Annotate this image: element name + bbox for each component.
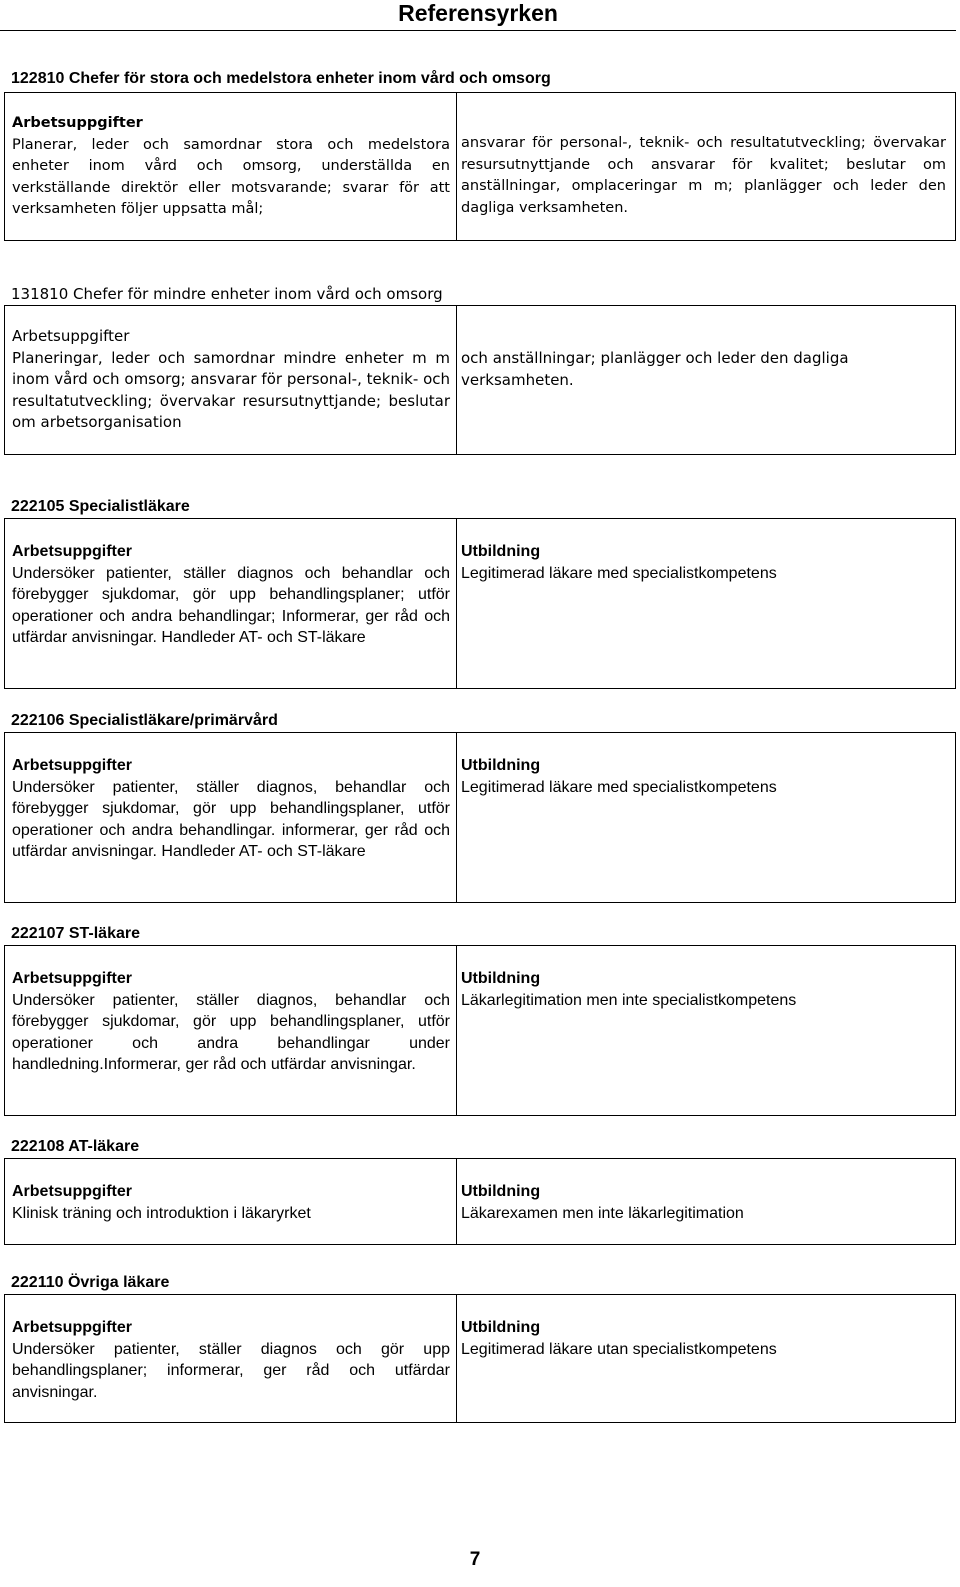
right-column <box>461 968 946 1011</box>
column-text: Legitimerad läkare med specialistkompetens <box>461 778 777 796</box>
column-label: Arbetsuppgifter <box>12 1183 132 1200</box>
section-heading: 222105 Specialistläkare <box>11 498 190 515</box>
column-label: Arbetsuppgifter <box>12 757 132 774</box>
left-column <box>12 326 450 434</box>
column-text: Läkarlegitimation men inte specialistkompetens <box>461 991 797 1009</box>
column-text: Undersöker patienter, ställer diagnos och behandlar och förebygger sjukdomar, gör upp behandlingsplaner; utför operationer och andra behandlingar; Informerar, ger råd och utfärdar anvisningar. Handleder AT- och ST-läkare <box>12 564 450 646</box>
column-label: Utbildning <box>461 1183 541 1200</box>
occupation-box <box>4 1158 956 1245</box>
column-divider <box>456 93 457 240</box>
right-column <box>461 541 946 584</box>
column-text: och anställningar; planlägger och leder den dagliga verksamheten. <box>461 349 849 389</box>
occupation-box <box>4 945 956 1116</box>
column-text: Undersöker patienter, ställer diagnos och gör upp behandlingsplaner; informerar, ger råd och utfärdar anvisningar. <box>12 1340 450 1401</box>
left-column <box>12 113 450 221</box>
section-heading: 222108 AT-läkare <box>11 1138 140 1155</box>
left-column <box>12 1181 450 1224</box>
page-title: Referensyrken <box>0 0 956 31</box>
occupation-box <box>4 518 956 689</box>
section-heading: 122810 Chefer för stora och medelstora enheter inom vård och omsorg <box>11 70 551 87</box>
column-divider <box>456 519 457 688</box>
occupation-box <box>4 1294 956 1423</box>
section-heading: 222107 ST-läkare <box>11 925 140 942</box>
column-label: Arbetsuppgifter <box>12 970 132 987</box>
column-text: Läkarexamen men inte läkarlegitimation <box>461 1204 744 1222</box>
column-divider <box>456 306 457 454</box>
column-label: Utbildning <box>461 1319 541 1336</box>
column-label: Arbetsuppgifter <box>12 115 143 131</box>
column-text: Legitimerad läkare utan specialistkompetens <box>461 1340 777 1358</box>
column-divider <box>456 1159 457 1244</box>
column-text: Undersöker patienter, ställer diagnos, behandlar och förebygger sjukdomar, gör upp behandlingsplaner, utför operationer och andra behandlingar under handledning.Informerar, ger råd och utfärdar anvisningar. <box>12 991 450 1073</box>
right-column <box>461 1181 946 1224</box>
column-divider <box>456 733 457 902</box>
column-label: Arbetsuppgifter <box>12 327 130 345</box>
section-heading: 222110 Övriga läkare <box>11 1274 170 1291</box>
left-column <box>12 1317 450 1403</box>
page-number: 7 <box>469 1549 481 1570</box>
right-column <box>461 348 946 391</box>
left-column <box>12 968 450 1076</box>
column-text: Klinisk träning och introduktion i läkaryrket <box>12 1204 311 1222</box>
section-heading: 222106 Specialistläkare/primärvård <box>11 712 278 729</box>
column-text: Legitimerad läkare med specialistkompetens <box>461 564 777 582</box>
column-label: Arbetsuppgifter <box>12 543 132 560</box>
column-divider <box>456 1295 457 1422</box>
occupation-box <box>4 92 956 241</box>
column-text: Planerar, leder och samordnar stora och medelstora enheter inom vård och omsorg, underställda en verkställande direktör eller motsvarande; svarar för att verksamheten följer uppsatta mål; <box>12 136 450 217</box>
occupation-box <box>4 732 956 903</box>
column-divider <box>456 946 457 1115</box>
occupation-box <box>4 305 956 455</box>
right-column <box>461 755 946 798</box>
column-label: Utbildning <box>461 757 541 774</box>
left-column <box>12 541 450 649</box>
column-label: Utbildning <box>461 543 541 560</box>
column-text: ansvarar för personal-, teknik- och resultatutveckling; övervakar resursutnyttjande och ansvarar för kvalitet; beslutar om anställningar, omplaceringar m m; planlägger och leder den dagliga verksamheten. <box>461 135 946 216</box>
column-text: Undersöker patienter, ställer diagnos, behandlar och förebygger sjukdomar, gör upp behandlingsplaner, utför operationer och andra behandlingar. informerar, ger råd och utfärdar anvisningar. Handleder AT- och ST-läkare <box>12 778 450 860</box>
right-column <box>461 133 946 219</box>
left-column <box>12 755 450 863</box>
right-column <box>461 1317 946 1360</box>
section-heading: 131810 Chefer för mindre enheter inom vård och omsorg <box>11 285 443 303</box>
column-label: Arbetsuppgifter <box>12 1319 132 1336</box>
column-text: Planeringar, leder och samordnar mindre enheter m m inom vård och omsorg; ansvarar för personal-, teknik- och resultatutveckling; övervakar resursutnyttjande; beslutar om arbetsorganisation <box>12 348 450 431</box>
column-label: Utbildning <box>461 970 541 987</box>
